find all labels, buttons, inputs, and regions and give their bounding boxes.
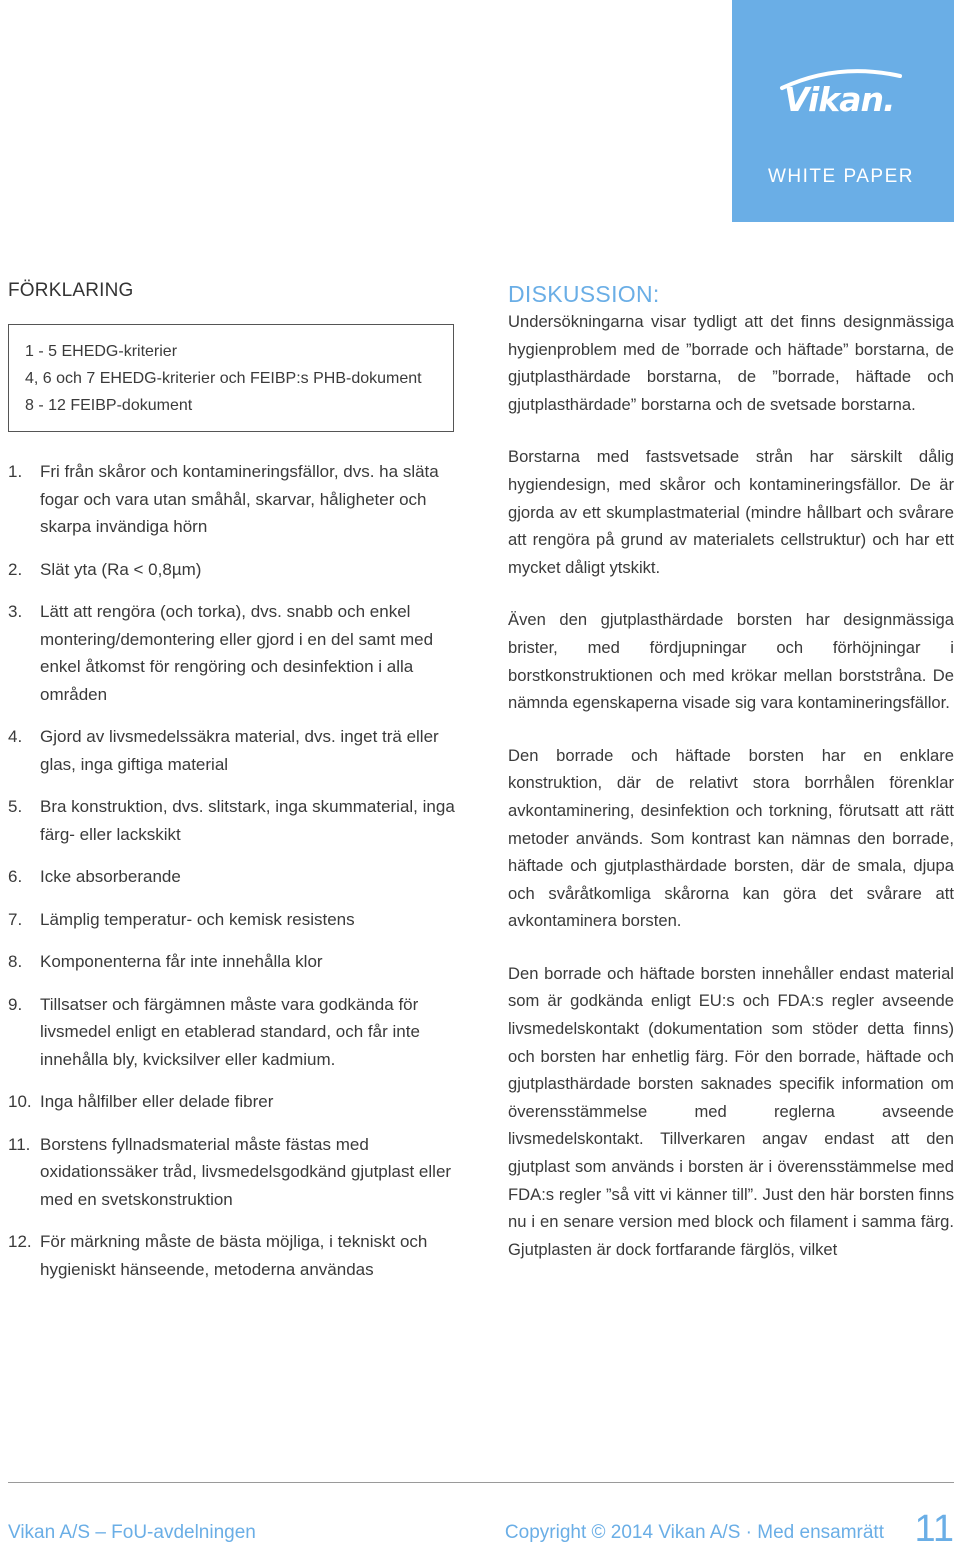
white-paper-label: WHITE PAPER — [768, 166, 914, 187]
list-item — [8, 863, 458, 891]
item-number: 6. — [8, 867, 23, 886]
item-text: Tillsatser och färgämnen måste vara godkända för livsmedel enligt en etablerad standard, och får inte innehålla bly, kvicksilver eller kadmium. — [40, 994, 420, 1069]
discussion-paragraph: Borstarna med fastsvetsade strån har särskilt dålig hygiendesign, med skåror och kontamineringsfällor. De är gjorda av ett skumplastmaterial (mindre hållbart och svårare att rengöra på grund av materialets cellstruktur) och har ett mycket dåligt ytskikt. — [508, 447, 954, 577]
item-text: Bra konstruktion, dvs. slitstark, inga skummaterial, inga färg- eller lackskikt — [40, 797, 455, 844]
list-item — [8, 1228, 458, 1283]
item-text: Fri från skåror och kontamineringsfällor, dvs. ha släta fogar och vara utan småhål, skarvar, håligheter och skarpa invändiga hörn — [40, 462, 439, 536]
footer-copyright: Copyright © 2014 Vikan A/S · Med ensamrätt — [504, 1522, 884, 1543]
item-number: 2. — [8, 559, 23, 579]
list-item — [8, 598, 458, 708]
item-number: 5. — [8, 797, 23, 816]
list-item — [8, 723, 458, 778]
criteria-list — [8, 458, 458, 1283]
footer-company: Vikan A/S – FoU-avdelningen — [8, 1522, 256, 1543]
footer-divider — [8, 1482, 954, 1483]
item-text: Icke absorberande — [40, 867, 181, 886]
list-item — [8, 1131, 458, 1214]
item-number: 3. — [8, 602, 23, 621]
list-item — [8, 906, 458, 934]
item-number: 8. — [8, 952, 23, 971]
item-text: Slät yta (Ra < 0,8µm) — [40, 559, 202, 579]
legend-line: 8 - 12 FEIBP-dokument — [25, 397, 193, 414]
item-number: 7. — [8, 909, 23, 929]
brand-panel — [732, 0, 954, 222]
list-item — [8, 991, 458, 1074]
item-number: 4. — [8, 727, 23, 746]
legend-line: 1 - 5 EHEDG-kriterier — [25, 343, 178, 360]
item-text: Lämplig temperatur- och kemisk resistens — [40, 909, 355, 929]
legend-box — [8, 324, 454, 432]
logo-wordmark: Vikan. — [784, 80, 895, 119]
item-text: Gjord av livsmedelssäkra material, dvs. inget trä eller glas, inga giftiga material — [40, 727, 439, 774]
vikan-logo — [778, 80, 908, 120]
list-item — [8, 1088, 458, 1116]
item-number: 10. — [8, 1092, 32, 1111]
legend-heading: FÖRKLARING — [8, 280, 134, 301]
item-text: Inga hålfilber eller delade fibrer — [40, 1092, 274, 1111]
list-item — [8, 458, 458, 541]
discussion-paragraph: Den borrade och häftade borsten innehåller endast material som är godkända enligt EU:s och FDA:s regler avseende livsmedelskontakt (dokumentation som stöder detta finns) och borsten har enhetlig färg. För den borrade, häftade och gjutplasthärdade borsten saknades specifik information om överensstämmelse med reglerna avseende livsmedelskontakt. Tillverkaren angav endast att den gjutplast som används i borsten är i överensstämmelse med FDA:s regler ”så vitt vi känner till”. Just den här borsten finns nu i en senare version med block och filament i samma färg. Gjutplasten är dock fortfarande färglös, vilket — [508, 963, 954, 1259]
criteria-column — [8, 280, 458, 1298]
discussion-paragraph: Den borrade och häftade borsten har en enklare konstruktion, där de relativt stora borrhålen förenklar avkontaminering, desinfektion och torkning, förutsatt att rätt metoder används. Som kontrast kan nämnas den borrade, häftade och gjutplasthärdade borsten, där de smala, djupa och svåråtkomliga skårorna kan göra det svårare att avkontaminera borsten. — [508, 745, 954, 931]
item-number: 1. — [8, 462, 23, 481]
item-number: 12. — [8, 1232, 32, 1251]
discussion-paragraph: Undersökningarna visar tydligt att det finns designmässiga hygienproblem med de ”borrade och häftade” borstarna, de gjutplasthärdade borstarna, de ”borrade, häftade och gjutplasthärdade” borstarna och de svetsade borstarna. — [508, 312, 954, 414]
list-item — [8, 948, 458, 976]
item-text: Lätt att rengöra (och torka), dvs. snabb och enkel montering/demontering eller gjord i en del samt med enkel åtkomst för rengöring och desinfektion i alla områden — [40, 602, 434, 704]
item-number: 9. — [8, 994, 23, 1014]
discussion-heading: DISKUSSION: — [508, 281, 660, 307]
item-number: 11. — [8, 1134, 31, 1154]
discussion-column — [508, 280, 954, 1288]
item-text: För märkning måste de bästa möjliga, i tekniskt och hygieniskt hänseende, metoderna användas — [40, 1232, 428, 1279]
list-item — [8, 793, 458, 848]
page-number: 11 — [914, 1508, 954, 1549]
discussion-paragraph: Även den gjutplasthärdade borsten har designmässiga brister, med fördjupningar och förhöjningar i borstkonstruktionen och med krökar mellan borststråna. De nämnda egenskaperna visade sig vara kontamineringsfällor. — [508, 610, 954, 713]
list-item — [8, 556, 458, 584]
item-text: Komponenterna får inte innehålla klor — [40, 952, 323, 971]
legend-line: 4, 6 och 7 EHEDG-kriterier och FEIBP:s PHB-dokument — [25, 370, 422, 387]
item-text: Borstens fyllnadsmaterial måste fästas med oxidationssäker tråd, livsmedelsgodkänd gjutplast eller med en svetskonstruktion — [40, 1134, 452, 1209]
